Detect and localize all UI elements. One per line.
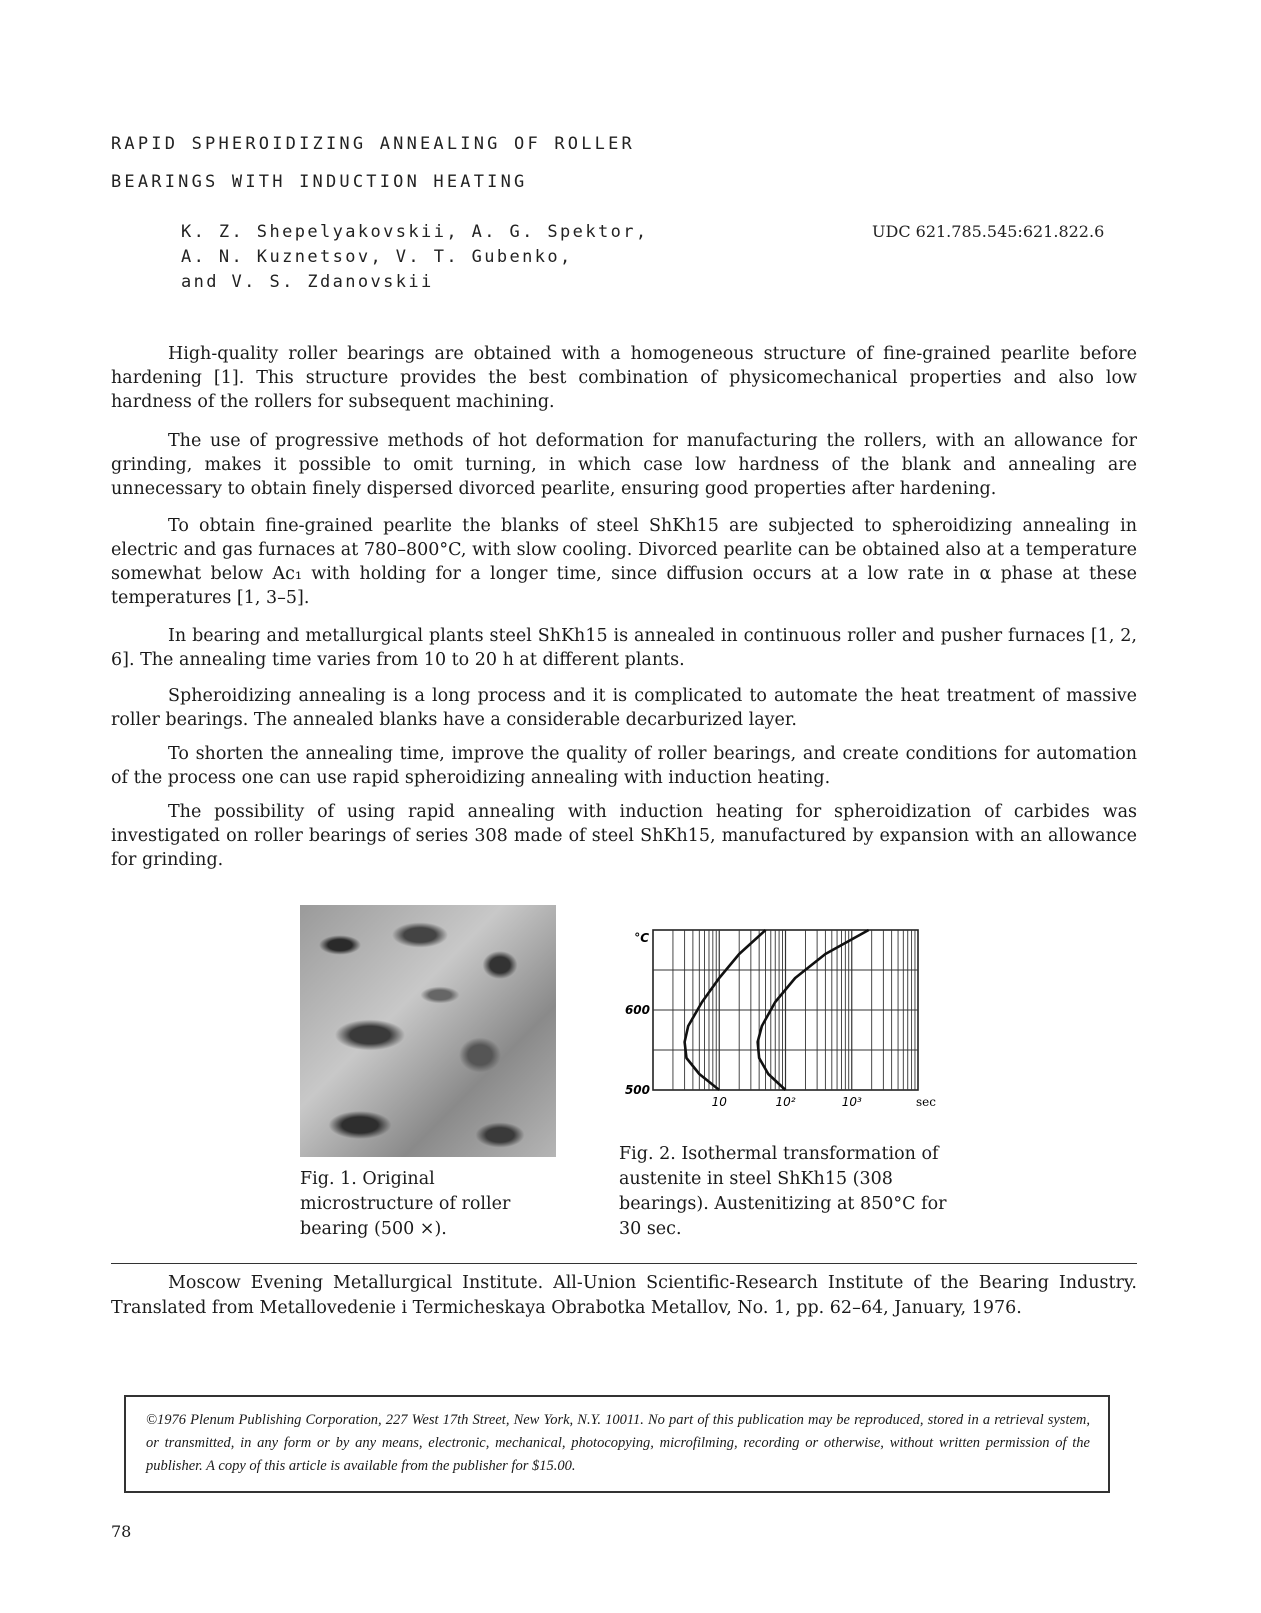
paragraph-text-2: The use of progressive methods of hot deformation for manufacturing the rollers, with an allowance for grinding, makes it possible to omit turning, in which case low hardness of the blank and annealing are unnecessary to obtain finely dispersed divorced pearlite, ensuring good properties after hardening. (111, 431, 1137, 499)
copyright-box (124, 1395, 1110, 1493)
paragraph (111, 742, 1137, 790)
fig2-caption: Fig. 2. Isothermal transformation of austenite in steel ShKh15 (308 bearings). Austenitizing at 850°C for 30 sec. (619, 1144, 947, 1239)
footnote (111, 1271, 1137, 1321)
udc-code: UDC 621.785.545:621.822.6 (872, 222, 1105, 241)
footnote-divider (111, 1263, 1137, 1264)
paragraph (111, 684, 1137, 732)
fig1-caption: Fig. 1. Original microstructure of roller bearing (500 ×). (300, 1169, 511, 1239)
paragraph (111, 800, 1137, 872)
chart-x-tick-label: 10 (711, 1095, 727, 1109)
paragraph-text-4: In bearing and metallurgical plants steel ShKh15 is annealed in continuous roller and pusher furnaces [1, 2, 6]. The annealing time varies from 10 to 20 h at different plants. (111, 626, 1137, 670)
copyright-text: ©1976 Plenum Publishing Corporation, 227 West 17th Street, New York, N.Y. 10011. No part of this publication may be reproduced, stored in a retrieval system, or transmitted, in any form or by any means, electronic, mechanical, photocopying, microfilming, recording or otherwise, without written permission of the publisher. A copy of this article is available from the publisher for $15.00. (146, 1412, 1090, 1474)
chart-x-tick-label: 10² (775, 1095, 796, 1109)
paragraph-text-5: Spheroidizing annealing is a long process and it is complicated to automate the heat treatment of massive roller bearings. The annealed blanks have a considerable decarburized layer. (111, 686, 1137, 730)
footnote-text: Moscow Evening Metallurgical Institute. All-Union Scientific-Research Institute of the Bearing Industry. Translated from Metallovedenie i Termicheskaya Obrabotka Metallov, No. 1, pp. 62–64, January, 1976. (111, 1273, 1137, 1318)
page-number: 78 (111, 1522, 132, 1541)
paragraph (111, 624, 1137, 672)
title-line-1: RAPID SPHEROIDIZING ANNEALING OF ROLLER (111, 134, 635, 154)
chart-y-unit-label: °C (634, 931, 649, 945)
paragraph-text-7: The possibility of using rapid annealing with induction heating for spheroidization of carbides was investigated on roller bearings of series 308 made of steel ShKh15, manufactured by expansion with an allowance for grinding. (111, 802, 1137, 870)
microstructure-photo (300, 905, 556, 1157)
chart-y-tick-label: 500 (624, 1083, 650, 1097)
paragraph-text-3: To obtain fine-grained pearlite the blanks of steel ShKh15 are subjected to spheroidizing annealing in electric and gas furnaces at 780–800°C, with slow cooling. Divorced pearlite can be obtained also at a temperature somewhat below Ac₁ with holding for a longer time, since diffusion occurs at a low rate in α phase at these temperatures [1, 3–5]. (111, 516, 1137, 608)
ttt-diagram (605, 925, 965, 1125)
chart-x-tick-label: 10³ (841, 1095, 862, 1109)
authors-line-3: and V. S. Zdanovskii (181, 272, 434, 292)
chart-x-unit-label: sec (916, 1095, 936, 1109)
paragraph (111, 342, 1137, 414)
authors-line-2: A. N. Kuznetsov, V. T. Gubenko, (181, 247, 573, 267)
authors (181, 220, 649, 295)
paragraph-text-1: High-quality roller bearings are obtained with a homogeneous structure of fine-grained pearlite before hardening [1]. This structure provides the best combination of physicomechanical properties and also low hardness of the rollers for subsequent machining. (111, 344, 1137, 412)
title-line-2: BEARINGS WITH INDUCTION HEATING (111, 172, 528, 192)
authors-line-1: K. Z. Shepelyakovskii, A. G. Spektor, (181, 222, 649, 242)
paragraph-text-6: To shorten the annealing time, improve the quality of roller bearings, and create conditions for automation of the process one can use rapid spheroidizing annealing with induction heating. (111, 744, 1137, 788)
paragraph (111, 429, 1137, 501)
chart-y-tick-label: 600 (624, 1003, 650, 1017)
paragraph (111, 514, 1137, 610)
